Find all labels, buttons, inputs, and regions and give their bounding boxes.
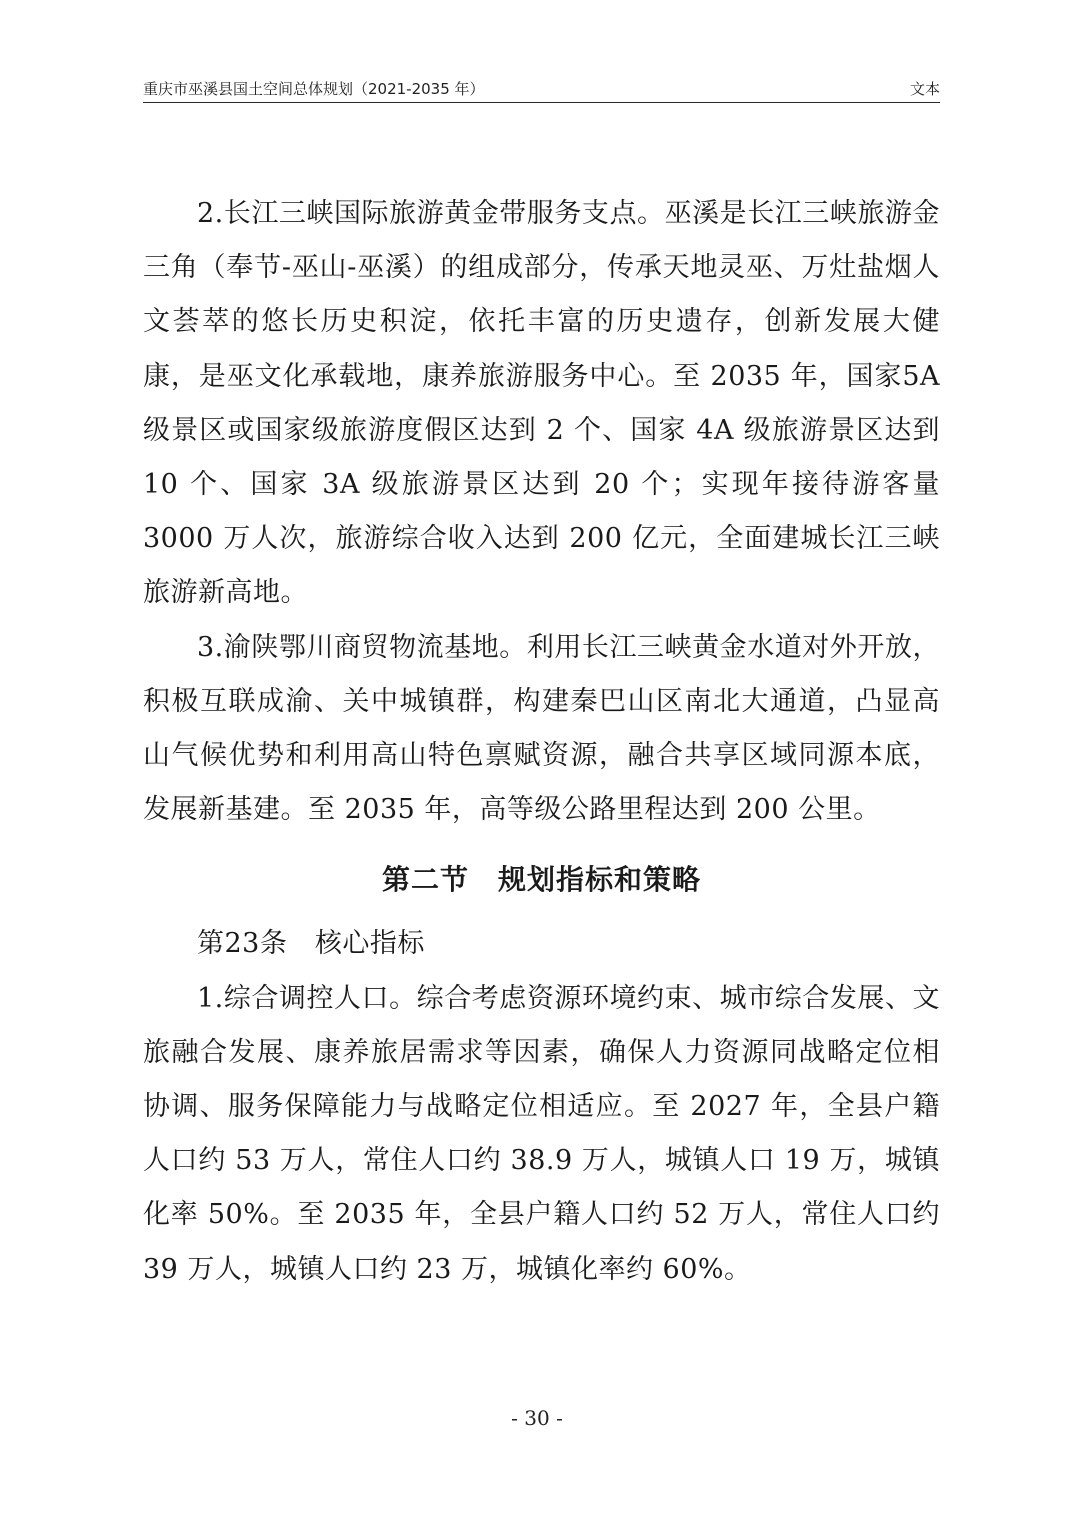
paragraph-population: 1.综合调控人口。综合考虑资源环境约束、城市综合发展、文旅融合发展、康养旅居需求等因素，确保人力资源同战略定位相协调、服务保障能力与战略定位相适应。至 2027 年，全县户籍人口约 53 万人，常住人口约 38.9 万人，城镇人口 19 万，城镇化率 50%。至 2035 年，全县户籍人口约 52 万人，常住人口约 39 万人，城镇人口约 23 万，城镇化率约 60%。 (143, 982, 940, 1285)
page-header (143, 76, 940, 103)
page-number: - 30 - (511, 1406, 563, 1430)
document-type: 文本 (909, 80, 940, 98)
document-title: 重庆市巫溪县国土空间总体规划（2021-2035 年） (143, 80, 485, 98)
body-text (143, 187, 940, 1297)
section-title: 第二节 规划指标和策略 (381, 863, 701, 897)
article-title: 第23条 核心指标 (197, 928, 425, 960)
paragraph-logistics-base: 3.渝陕鄂川商贸物流基地。利用长江三峡黄金水道对外开放，积极互联成渝、关中城镇群，构建秦巴山区南北大通道，凸显高山气候优势和利用高山特色禀赋资源，融合共享区域同源本底，发展新基建。至 2035 年，高等级公路里程达到 200 公里。 (143, 631, 940, 826)
paragraph-tourism-hub: 2.长江三峡国际旅游黄金带服务支点。巫溪是长江三峡旅游金三角（奉节-巫山-巫溪）的组成部分，传承天地灵巫、万灶盐烟人文荟萃的悠长历史积淀，依托丰富的历史遗存，创新发展大健康，是巫文化承载地，康养旅游服务中心。至 2035 年，国家5A 级景区或国家级旅游度假区达到 2 个、国家 4A 级旅游景区达到 10 个、国家 3A 级旅游景区达到 20 个；实现年接待游客量 3000 万人次，旅游综合收入达到 200 亿元，全面建城长江三峡旅游新高地。 (143, 198, 940, 609)
